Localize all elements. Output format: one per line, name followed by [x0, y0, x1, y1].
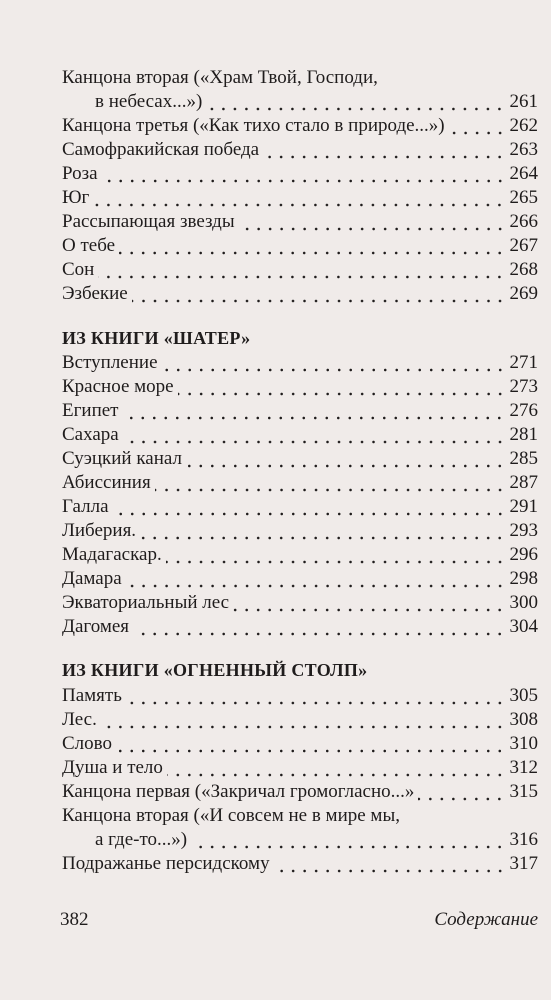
- toc-entry: [62, 234, 538, 258]
- toc-entry: [95, 90, 538, 114]
- toc-entry-title: Канцона вторая («Храм Твой, Господи,: [62, 67, 378, 88]
- toc-entry-title: Либерия.: [62, 520, 137, 541]
- toc-entry-page: 261: [509, 91, 538, 112]
- toc-entry-page: 287: [509, 472, 538, 493]
- toc-entry-title: Египет: [62, 400, 119, 421]
- toc-entry-page: 308: [509, 709, 538, 730]
- toc-entry-page: 310: [509, 733, 538, 754]
- toc-entry: [62, 804, 538, 828]
- toc-entry-title: а где-то...»): [95, 829, 188, 850]
- toc-entry: [62, 708, 538, 732]
- toc-entry-title: Суэцкий канал: [62, 448, 182, 469]
- dot-leader: [113, 512, 506, 519]
- toc-entry-page: 300: [509, 592, 538, 613]
- toc-entry: [62, 162, 538, 186]
- toc-entry-title: Канцона третья («Как тихо стало в природе...»): [62, 115, 445, 136]
- toc-entry-title: Сон: [62, 259, 95, 280]
- toc-entry-page: 296: [509, 544, 538, 565]
- dot-leader: [123, 440, 506, 447]
- toc-entry-title: Самофракийская победа: [62, 139, 260, 160]
- dot-leader: [132, 299, 506, 306]
- dot-leader: [239, 227, 506, 234]
- toc-entry-page: 263: [509, 139, 538, 160]
- toc-entry-title: Дагомея: [62, 616, 130, 637]
- toc-entry-title: Роза: [62, 163, 98, 184]
- dot-leader: [133, 632, 505, 639]
- toc-entry-title: Дамара: [62, 568, 122, 589]
- toc-entry-page: 304: [509, 616, 538, 637]
- toc-entry-title: Память: [62, 685, 122, 706]
- toc-entry-page: 315: [509, 781, 538, 802]
- toc-entry: [62, 186, 538, 210]
- toc-entry-title: Рассыпающая звезды: [62, 211, 235, 232]
- toc-entry: [62, 375, 538, 399]
- dot-leader: [98, 275, 505, 282]
- toc-entry-page: 271: [509, 352, 538, 373]
- section-heading: ИЗ КНИГИ «ШАТЕР»: [62, 328, 251, 348]
- toc-entry: [62, 615, 538, 639]
- toc-entry-page: 317: [509, 853, 538, 874]
- toc-entry-title: Галла: [62, 496, 109, 517]
- toc-entry-page: 265: [509, 187, 538, 208]
- toc-entry-title: Слово: [62, 733, 112, 754]
- toc-entry-page: 268: [509, 259, 538, 280]
- toc-entry: [62, 210, 538, 234]
- toc-entry: [62, 732, 538, 756]
- toc-entry: [62, 351, 538, 375]
- dot-leader: [186, 464, 506, 471]
- toc-entry: [62, 543, 538, 567]
- toc-entry: [62, 684, 538, 708]
- page-number: 382: [60, 909, 89, 930]
- toc-entry-title: Эзбекие: [62, 283, 128, 304]
- dot-leader: [274, 869, 506, 876]
- running-head: Содержание: [434, 909, 538, 930]
- toc-entry-title: Красное море: [62, 376, 174, 397]
- toc-entry-page: 267: [509, 235, 538, 256]
- toc-entry: [62, 591, 538, 615]
- toc-entry-page: 264: [509, 163, 538, 184]
- toc-entry: [62, 495, 538, 519]
- dot-leader: [167, 773, 506, 780]
- toc-entry-page: 285: [509, 448, 538, 469]
- toc-entry-title: Юг: [62, 187, 90, 208]
- toc-entry-title: Душа и тело: [62, 757, 163, 778]
- toc-entry-page: 298: [509, 568, 538, 589]
- toc-entry-page: 305: [509, 685, 538, 706]
- toc-entry-page: 269: [509, 283, 538, 304]
- dot-leader: [102, 179, 506, 186]
- toc-entry-page: 273: [509, 376, 538, 397]
- dot-leader: [116, 749, 506, 756]
- dot-leader: [166, 560, 506, 567]
- toc-entry: [62, 471, 538, 495]
- toc-entry: [62, 519, 538, 543]
- dot-leader: [162, 368, 506, 375]
- toc-entry: [62, 423, 538, 447]
- toc-entry: [62, 567, 538, 591]
- toc-entry: [62, 258, 538, 282]
- dot-leader: [449, 131, 506, 138]
- toc-entry-title: Лес.: [62, 709, 97, 730]
- toc-entry: [62, 447, 538, 471]
- dot-leader: [233, 608, 505, 615]
- dot-leader: [263, 155, 505, 162]
- dot-leader: [418, 797, 505, 804]
- toc-entry-page: 291: [509, 496, 538, 517]
- toc-entry-page: 281: [509, 424, 538, 445]
- toc-entry-title: Сахара: [62, 424, 119, 445]
- toc-entry: [62, 66, 538, 90]
- toc-entry-title: в небесах...»): [95, 91, 203, 112]
- section-heading: ИЗ КНИГИ «ОГНЕННЫЙ СТОЛП»: [62, 660, 368, 680]
- toc-entry: [95, 828, 538, 852]
- dot-leader: [122, 416, 505, 423]
- toc-entry-page: 276: [509, 400, 538, 421]
- dot-leader: [101, 725, 506, 732]
- dot-leader: [206, 107, 505, 114]
- dot-leader: [140, 536, 505, 543]
- toc-entry-page: 262: [509, 115, 538, 136]
- toc-entry: [62, 138, 538, 162]
- toc-entry-title: Экваториальный лес: [62, 592, 230, 613]
- toc-entry-title: Подражанье персидскому: [62, 853, 270, 874]
- dot-leader: [93, 203, 505, 210]
- dot-leader: [126, 584, 506, 591]
- dot-leader: [119, 251, 505, 258]
- toc-entry-title: Вступление: [62, 352, 158, 373]
- dot-leader: [178, 392, 506, 399]
- dot-leader: [126, 701, 506, 708]
- toc-entry: [62, 114, 538, 138]
- toc-entry-page: 312: [509, 757, 538, 778]
- toc-entry-page: 293: [509, 520, 538, 541]
- toc-entry-page: 316: [509, 829, 538, 850]
- toc-entry: [62, 282, 538, 306]
- toc-entry: [62, 780, 538, 804]
- toc-entry-title: Мадагаскар.: [62, 544, 162, 565]
- toc-entry: [62, 756, 538, 780]
- dot-leader: [155, 488, 506, 495]
- toc-entry-title: Канцона первая («Закричал громогласно...»: [62, 781, 415, 802]
- toc-entry: [62, 852, 538, 876]
- toc-entry-page: 266: [509, 211, 538, 232]
- dot-leader: [191, 845, 505, 852]
- toc-entry-title: О тебе: [62, 235, 116, 256]
- toc-entry-title: Канцона вторая («И совсем не в мире мы,: [62, 805, 400, 826]
- toc-entry: [62, 399, 538, 423]
- toc-entry-title: Абиссиния: [62, 472, 151, 493]
